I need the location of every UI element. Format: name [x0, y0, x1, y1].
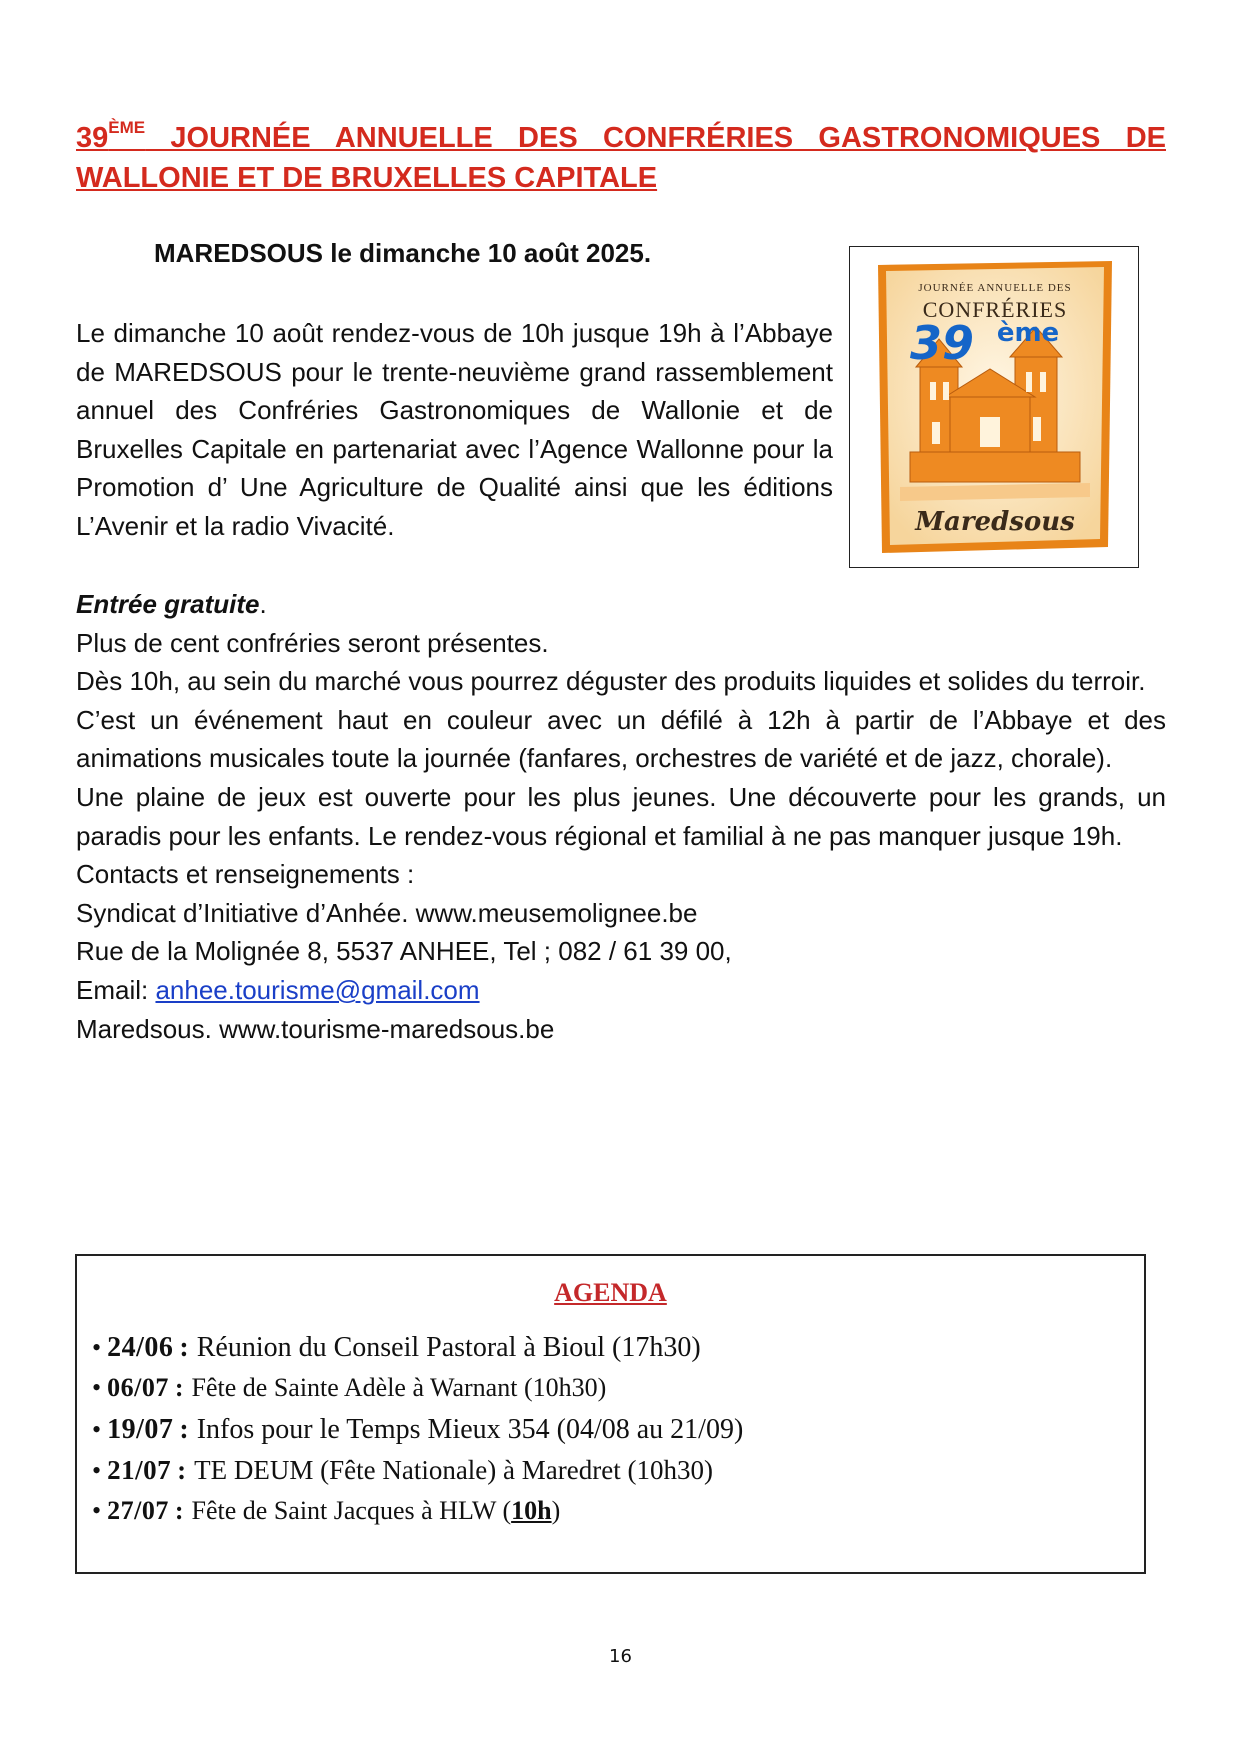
- entry-period: .: [259, 589, 267, 619]
- title-text: JOURNÉE ANNUELLE DES CONFRÉRIES GASTRONOMIQUES DE WALLONIE ET DE BRUXELLES CAPITALE: [76, 122, 1166, 194]
- agenda-separator: :: [174, 1496, 184, 1525]
- agenda-box: [75, 1254, 1146, 1574]
- agenda-item: [92, 1496, 743, 1537]
- body-paragraph-3: C’est un événement haut en couleur avec un défilé à 12h à partir de l’Abbaye et des animations musicales toute la journée (fanfares, orchestres de variété et de jazz, chorale).: [76, 704, 1166, 774]
- agenda-text: Infos pour le Temps Mieux 354 (04/08 au 21/09): [196, 1414, 744, 1445]
- intro-paragraph: [76, 314, 833, 546]
- agenda-item: [92, 1373, 743, 1414]
- agenda-separator: :: [179, 1414, 189, 1445]
- agenda-close: ): [551, 1496, 561, 1525]
- agenda-text: Réunion du Conseil Pastoral à Bioul (17h30): [196, 1332, 701, 1363]
- email-line: [76, 971, 1166, 1010]
- body-paragraph-4: Une plaine de jeux est ouverte pour les plus jeunes. Une découverte pour les grands, un paradis pour les enfants. Le rendez-vous régional et familial à ne pas manquer jusque 19h.: [76, 781, 1166, 851]
- agenda-date: 24/06: [107, 1332, 174, 1363]
- agenda-separator: :: [174, 1373, 184, 1402]
- event-poster: [849, 246, 1139, 568]
- event-subtitle: MAREDSOUS le dimanche 10 août 2025.: [154, 238, 652, 268]
- entry-line: [76, 585, 1166, 624]
- poster-number: 39: [909, 316, 975, 370]
- maredsous-line: Maredsous. www.tourisme-maredsous.be: [76, 1013, 555, 1044]
- agenda-list: [92, 1332, 743, 1537]
- agenda-title: AGENDA: [554, 1278, 667, 1307]
- agenda-text: Fête de Sainte Adèle à Warnant (10h30): [191, 1373, 607, 1402]
- bullet-icon: •: [92, 1415, 102, 1444]
- poster-illustration: [850, 247, 1138, 567]
- contacts-label: Contacts et renseignements :: [76, 859, 415, 890]
- title-number: 39: [76, 122, 109, 154]
- agenda-item: [92, 1332, 743, 1373]
- main-content: [76, 585, 1166, 1048]
- agenda-date: 06/07: [107, 1373, 169, 1402]
- bullet-icon: •: [92, 1373, 102, 1402]
- poster-superscript: ème: [996, 318, 1060, 348]
- bullet-icon: •: [92, 1496, 102, 1525]
- agenda-separator: :: [179, 1332, 189, 1363]
- agenda-item: [92, 1455, 743, 1496]
- email-label: Email:: [76, 974, 156, 1005]
- syndicat-line: Syndicat d’Initiative d’Anhée. www.meusemolignee.be: [76, 897, 698, 928]
- address-line: Rue de la Molignée 8, 5537 ANHEE, Tel ; 082 / 61 39 00,: [76, 936, 732, 967]
- agenda-text: TE DEUM (Fête Nationale) à Maredret (10h30): [194, 1455, 713, 1485]
- poster-line2: CONFRÉRIES: [922, 297, 1068, 322]
- agenda-item: [92, 1414, 743, 1455]
- body-paragraph-1: Plus de cent confréries seront présentes.: [76, 627, 549, 658]
- agenda-date: 19/07: [107, 1414, 174, 1445]
- poster-line1: JOURNÉE ANNUELLE DES: [918, 282, 1072, 294]
- agenda-date: 27/07: [107, 1496, 169, 1525]
- body-paragraph-2: Dès 10h, au sein du marché vous pourrez déguster des produits liquides et solides du terroir.: [76, 666, 1146, 697]
- agenda-separator: :: [177, 1455, 187, 1485]
- agenda-text: Fête de Saint Jacques à HLW (: [191, 1496, 512, 1525]
- bullet-icon: •: [92, 1333, 102, 1362]
- poster-place: Maredsous: [915, 507, 1075, 537]
- bullet-icon: •: [92, 1456, 102, 1485]
- agenda-date: 21/07: [107, 1455, 172, 1485]
- title-superscript: ÈME: [108, 118, 146, 137]
- email-link[interactable]: anhee.tourisme@gmail.com: [155, 974, 480, 1005]
- page-title: [76, 118, 1166, 198]
- agenda-time-bold: 10h: [511, 1496, 552, 1525]
- intro-text: Le dimanche 10 août rendez-vous de 10h jusque 19h à l’Abbaye de MAREDSOUS pour le trente-neuvième grand rassemblement annuel des Confréries Gastronomiques de Wallonie et de Bruxelles Capitale en partenariat avec l’Agence Wallonne pour la Promotion d’ Une Agriculture de Qualité ainsi que les éditions L’Avenir et la radio Vivacité.: [76, 318, 833, 541]
- entry-free: Entrée gratuite: [76, 589, 260, 619]
- page-number: 16: [609, 1646, 632, 1667]
